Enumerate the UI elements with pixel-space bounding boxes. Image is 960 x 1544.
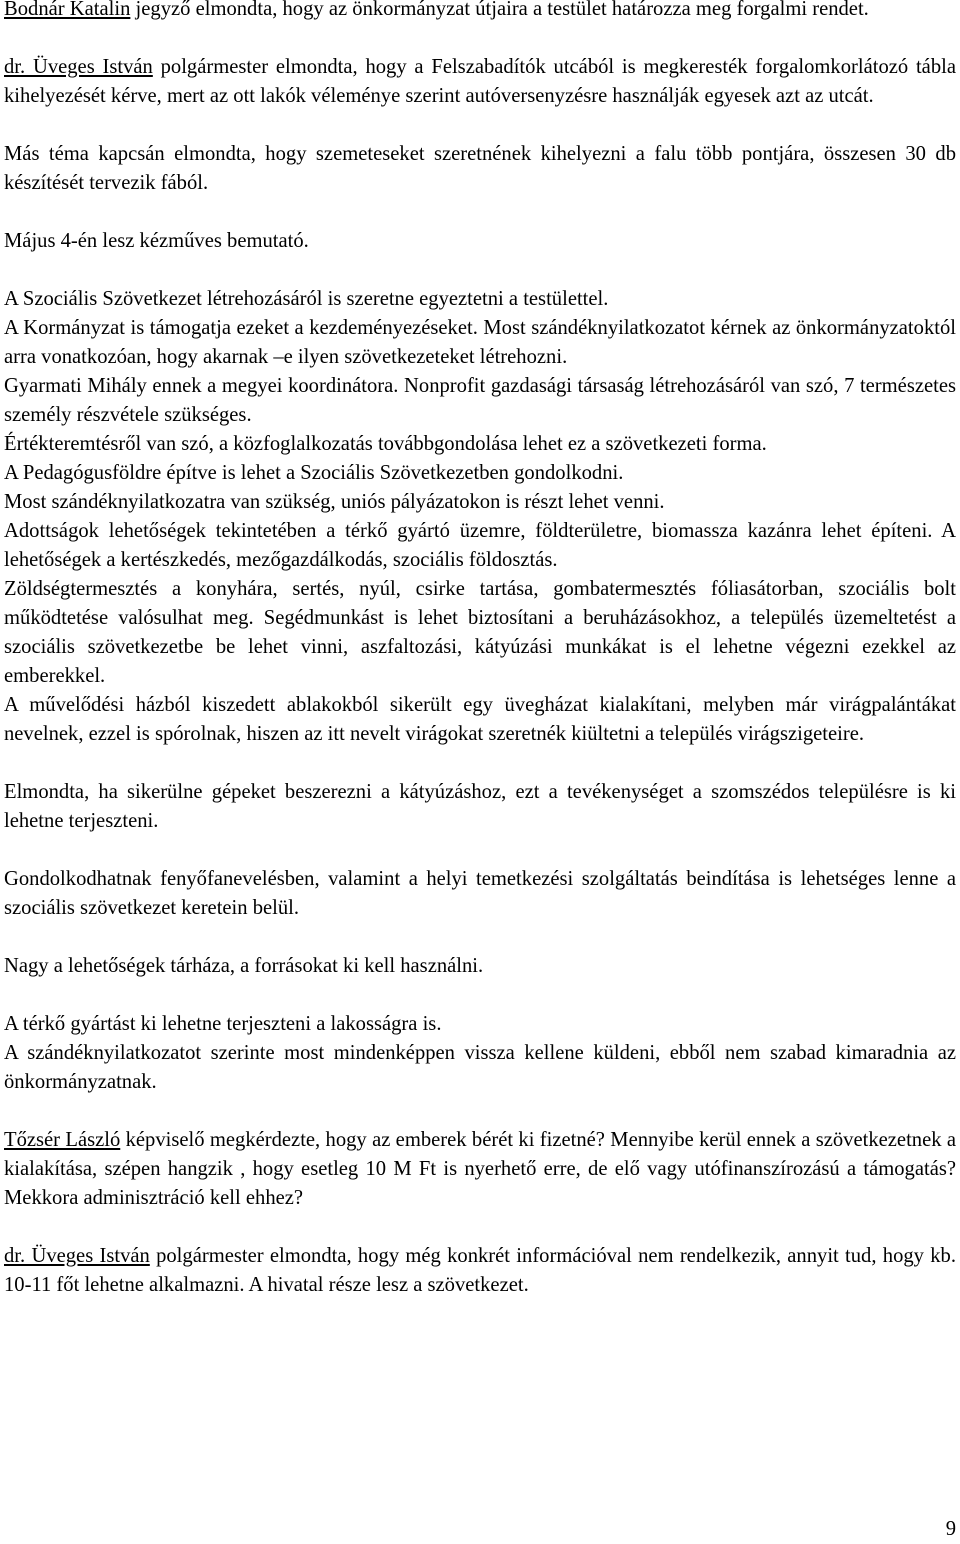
paragraph-opportunities: Adottságok lehetőségek tekintetében a térkő gyártó üzemre, földterületre, biomassza kazánra lehet építeni. A lehetőségek a kertészkedés, mezőgazdálkodás, szociális földosztás. (4, 520, 956, 571)
speaker-name: dr. Üveges István (4, 56, 153, 78)
paragraph-bins: Más téma kapcsán elmondta, hogy szemeteseket szeretnének kihelyezni a falu több pontjára, összesen 30 db készítését tervezik fából. (4, 143, 956, 194)
paragraph-declaration-needed: Most szándéknyilatkozatra van szükség, uniós pályázatokon is részt lehet venni. (4, 491, 665, 513)
paragraph-value-creation: Értékteremtésről van szó, a közfoglalkozatás továbbgondolása lehet ez a szövetkezeti forma. (4, 433, 767, 455)
paragraph-gap (4, 1097, 956, 1126)
paragraph-gap (4, 981, 956, 1010)
paragraph-pine-funeral: Gondolkodhatnak fenyőfanevelésben, valamint a helyi temetkezési szolgáltatás beindítása is lehetséges lenne a szociális szövetkezet keretein belül. (4, 868, 956, 919)
paragraph-send-declaration: A szándéknyilatkozatot szerinte most mindenképpen vissza kellene küldeni, ebből nem szabad kimaradnia az önkormányzatnak. (4, 1042, 956, 1093)
paragraph-mayor-traffic (4, 53, 956, 111)
paragraph-text: polgármester elmondta, hogy a Felszabadítók utcából is megkeresték forgalomkorlátozó tábla kihelyezését kérve, mert az ott lakók véleménye szerint autóversenyzésre használják egyesek azt az utcát. (4, 56, 956, 107)
paragraph-gap (4, 256, 956, 285)
paragraph-social-coop: A Szociális Szövetkezet létrehozásáról is szeretne egyeztetni a testülettel. (4, 288, 609, 310)
paragraph-representative-question (4, 1126, 956, 1213)
speaker-name: Bodnár Katalin (4, 0, 131, 20)
page-number: 9 (945, 1518, 956, 1540)
paragraph-gap (4, 198, 956, 227)
paragraph-text: polgármester elmondta, hogy még konkrét információval nem rendelkezik, annyit tud, hogy kb. 10-11 főt lehetne alkalmazni. A hivatal része lesz a szövetkezet. (4, 1245, 956, 1296)
paragraph-paving-stone: A térkő gyártást ki lehetne terjeszteni a lakosságra is. (4, 1013, 442, 1035)
paragraph-teacher-land: A Pedagógusföldre építve is lehet a Szociális Szövetkezetben gondolkodni. (4, 462, 624, 484)
paragraph-machinery: Elmondta, ha sikerülne gépeket beszerezni a kátyúzáshoz, ezt a tevékenységet a szomszédos településre is ki lehetne terjeszteni. (4, 781, 956, 832)
paragraph-text: jegyző elmondta, hogy az önkormányzat útjaira a testület határozza meg forgalmi rendet. (130, 0, 869, 20)
paragraph-notary-statement (4, 0, 956, 24)
speaker-name: dr. Üveges István (4, 1245, 150, 1267)
paragraph-gap (4, 1213, 956, 1242)
paragraph-gap (4, 836, 956, 865)
paragraph-mayor-answer (4, 1242, 956, 1300)
paragraph-craft-show: Május 4-én lesz kézműves bemutató. (4, 230, 309, 252)
paragraph-gap (4, 923, 956, 952)
paragraph-government-support: A Kormányzat is támogatja ezeket a kezdeményezéseket. Most szándéknyilatkozatot kérnek az önkormányzatoktól arra vonatkozóan, hogy akarnak –e ilyen szövetkezeteket létrehozni. (4, 317, 956, 368)
speaker-name: Tőzsér László (4, 1129, 121, 1151)
paragraph-text: képviselő megkérdezte, hogy az emberek bérét ki fizetné? Mennyibe kerül ennek a szövetkezetnek a kialakítása, szépen hangzik , hogy esetleg 10 M Ft is nyerhető erre, de elő vagy utófinanszírozású a támogatás? Mekkora adminisztráció kell ehhez? (4, 1129, 956, 1209)
paragraph-gap (4, 111, 956, 140)
paragraph-vegetables: Zöldségtermesztés a konyhára, sertés, nyúl, csirke tartása, gombatermesztés fóliasátorban, szociális bolt működtetése valósulhat meg. Segédmunkást is lehet biztosítani a beruházásokhoz, a település üzemeltetést a szociális szövetkezetbe be lehet vinni, aszfaltozási, kátyúzási munkákat is el lehetne végezni ezekkel az emberekkel. (4, 578, 956, 687)
paragraph-coordinator: Gyarmati Mihály ennek a megyei koordinátora. Nonprofit gazdasági társaság létrehozásáról van szó, 7 természetes személy részvétele szükséges. (4, 375, 956, 426)
paragraph-resources: Nagy a lehetőségek tárháza, a forrásokat ki kell használni. (4, 955, 484, 977)
document-body (4, 0, 956, 1300)
paragraph-gap (4, 24, 956, 53)
paragraph-greenhouse: A művelődési házból kiszedett ablakokból sikerült egy üvegházat kialakítani, melyben már virágpalántákat nevelnek, ezzel is spórolnak, hiszen az itt nevelt virágokat szeretnék kiültetni a település virágszigeteire. (4, 694, 956, 745)
paragraph-gap (4, 749, 956, 778)
